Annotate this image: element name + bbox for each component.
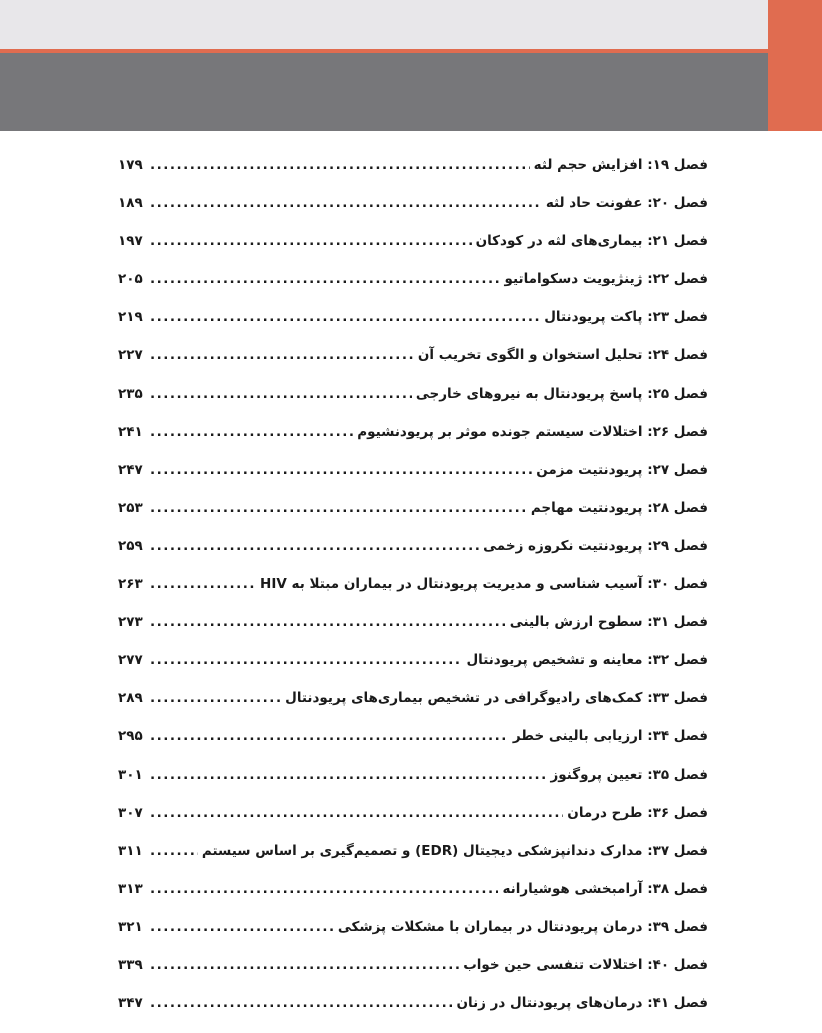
toc-entry [118,614,708,652]
chapter-number: فصل ۲۸: [647,499,708,516]
chapter-number: فصل ۲۳: [647,309,708,326]
chapter-title: ژینژیویت دسکواماتیو [504,271,643,288]
page-number: ۲۳۵ [118,385,143,402]
chapter-number: فصل ۳۲: [647,652,708,669]
chapter-number: فصل ۲۵: [647,385,708,402]
chapter-title: پریودنتیت نکروزه زخمی [483,537,643,554]
toc-entry [118,805,708,843]
page-number: ۲۵۳ [118,499,143,516]
chapter-title: مدارک دندانپزشکی دیجیتال (EDR) و تصمیم‌گیری بر اساس سیستم [201,842,643,859]
page-number: ۲۱۹ [118,309,143,326]
chapter-number: فصل ۳۳: [647,690,708,707]
page-number: ۳۰۷ [118,804,143,821]
dot-leader [150,309,540,325]
page-number: ۲۷۷ [118,652,143,669]
chapter-number: فصل ۳۷: [647,842,708,859]
chapter-title: پاکت پریودنتال [544,309,643,326]
chapter-number: فصل ۲۲: [647,271,708,288]
page-number: ۳۳۹ [118,956,143,973]
chapter-number: فصل ۲۹: [647,537,708,554]
chapter-title: پریودنتیت مهاجم [530,499,643,516]
toc-entry [118,843,708,881]
chapter-title: معاینه و تشخیص پریودنتال [466,652,643,669]
dot-leader [150,233,472,249]
chapter-title: اختلالات تنفسی حین خواب [463,956,643,973]
toc-entry [118,424,708,462]
chapter-title: سطوح ارزش بالینی [509,614,643,631]
toc-entry [118,233,708,271]
toc-entry [118,881,708,919]
chapter-number: فصل ۲۷: [647,461,708,478]
toc-entry [118,538,708,576]
chapter-title: تعیین پروگنوز [550,766,643,783]
toc-entry [118,157,708,195]
page-number: ۳۱۱ [118,842,143,859]
page-number: ۲۴۱ [118,423,143,440]
page-number: ۲۲۷ [118,347,143,364]
dot-leader [150,538,479,554]
page-number: ۲۷۳ [118,614,143,631]
toc-entry [118,576,708,614]
header-band [0,53,822,131]
dot-leader [150,957,459,973]
toc-entry [118,767,708,805]
dot-leader [150,462,532,478]
chapter-number: فصل ۱۹: [647,157,708,173]
page-number: ۱۷۹ [118,157,143,173]
chapter-number: فصل ۴۰: [647,956,708,973]
page-number: ۲۹۵ [118,728,143,745]
chapter-title: درمان‌های پریودنتال در زنان [456,995,643,1012]
chapter-title: درمان پریودنتال در بیماران با مشکلات پزشکی [337,918,643,935]
header-top-strip [0,0,822,49]
dot-leader [150,728,509,744]
dot-leader [150,157,530,173]
chapter-number: فصل ۳۸: [647,880,708,897]
chapter-number: فصل ۳۴: [647,728,708,745]
chapter-number: فصل ۲۶: [647,423,708,440]
dot-leader [150,690,281,706]
dot-leader [150,767,546,783]
chapter-number: فصل ۲۱: [647,233,708,250]
chapter-tab-marker [768,0,822,131]
toc-entry [118,347,708,385]
toc-entry [118,728,708,766]
page-number: ۱۹۷ [118,233,143,250]
toc-entry [118,462,708,500]
chapter-title: ارزیابی بالینی خطر [512,728,643,745]
toc-entry [118,271,708,309]
dot-leader [150,995,453,1011]
page-number: ۲۸۹ [118,690,143,707]
toc-entry [118,995,708,1033]
chapter-title: پاسخ پریودنتال به نیروهای خارجی [415,385,643,402]
toc-entry [118,652,708,690]
chapter-title: پریودنتیت مزمن [536,461,643,478]
page-number: ۲۶۳ [118,576,143,593]
dot-leader [150,843,198,859]
dot-leader [150,386,412,402]
dot-leader [150,500,527,516]
page-number: ۳۱۳ [118,880,143,897]
chapter-title: طرح درمان [567,804,643,821]
toc-entry [118,195,708,233]
dot-leader [150,652,462,668]
chapter-number: فصل ۳۱: [647,614,708,631]
chapter-number: فصل ۳۵: [647,766,708,783]
dot-leader [150,881,498,897]
chapter-number: فصل ۴۱: [647,995,708,1012]
dot-leader [150,919,334,935]
chapter-title: کمک‌های رادیوگرافی در تشخیص بیماری‌های پریودنتال [285,690,643,707]
dot-leader [150,805,563,821]
page-number: ۳۴۷ [118,995,143,1012]
chapter-title: افزایش حجم لثه [533,157,643,173]
chapter-number: فصل ۳۹: [647,918,708,935]
dot-leader [150,347,414,363]
toc-entry [118,919,708,957]
chapter-title: بیماری‌های لثه در کودکان [475,233,643,250]
page-number: ۲۵۹ [118,537,143,554]
chapter-title: تحلیل استخوان و الگوی تخریب آن [417,347,643,364]
toc-entry [118,690,708,728]
dot-leader [150,195,542,211]
dot-leader [150,424,353,440]
page-number: ۳۲۱ [118,918,143,935]
table-of-contents [118,157,708,1033]
dot-leader [150,614,506,630]
chapter-number: فصل ۳۶: [647,804,708,821]
chapter-number: فصل ۲۴: [647,347,708,364]
dot-leader [150,576,256,592]
toc-entry [118,309,708,347]
dot-leader [150,271,501,287]
page-number: ۲۴۷ [118,461,143,478]
toc-entry [118,500,708,538]
chapter-title: آرامبخشی هوشیارانه [502,880,643,897]
page-number: ۲۰۵ [118,271,143,288]
page-number: ۳۰۱ [118,766,143,783]
chapter-number: فصل ۳۰: [647,576,708,593]
page-number: ۱۸۹ [118,195,143,212]
chapter-title: اختلالات سیستم جونده موثر بر پریودنشیوم [357,423,643,440]
chapter-title: عفونت حاد لثه [545,195,643,212]
chapter-number: فصل ۲۰: [647,195,708,212]
chapter-title: آسیب شناسی و مدیریت پریودنتال در بیماران مبتلا به HIV [260,576,643,593]
toc-entry [118,957,708,995]
toc-entry [118,386,708,424]
